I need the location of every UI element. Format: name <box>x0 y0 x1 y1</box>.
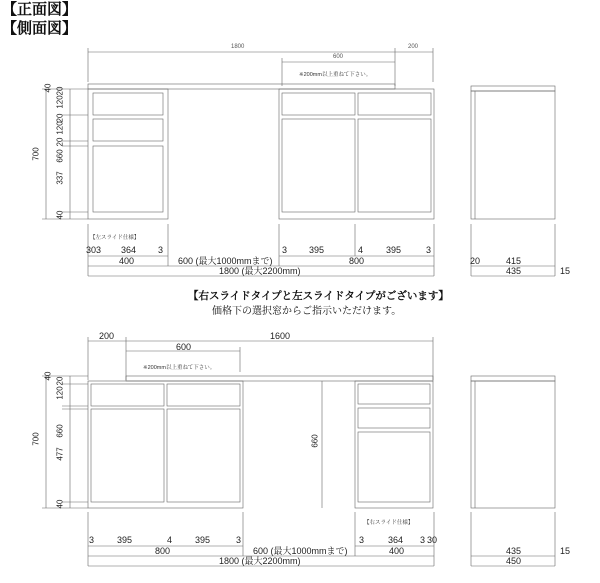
bottom-overlap-note: ※200mm以上重ねて下さい。 <box>143 365 216 371</box>
top-side-415: 415 <box>506 256 522 266</box>
bottom-h-40b: 40 <box>55 499 65 509</box>
top-total: 1800 (最大2200mm) <box>219 266 301 276</box>
top-dim-200: 200 <box>408 44 419 50</box>
top-countertop <box>88 84 395 89</box>
bottom-left-cabinet <box>88 381 243 508</box>
top-overall-height: 700 <box>31 147 41 161</box>
top-h-660: 660 <box>55 149 65 163</box>
top-w-3b: 3 <box>158 245 164 255</box>
top-right-door-1 <box>282 119 355 212</box>
top-w-3a: 3 <box>96 245 102 255</box>
selection-instruction: 価格下の選択窓からご指示いただけます。 <box>212 306 402 317</box>
bottom-w-3b: 3 <box>236 535 242 545</box>
bottom-row2-left: 800 <box>155 546 171 556</box>
top-w-30: 30 <box>86 245 97 255</box>
top-h-20a: 20 <box>55 86 65 96</box>
top-right-door-2 <box>358 119 431 212</box>
bottom-w-3d: 3 <box>420 535 426 545</box>
top-w-4: 4 <box>358 245 364 255</box>
bottom-w-30: 30 <box>427 535 438 545</box>
bottom-slide-tag: 【右スライド仕様】 <box>364 520 414 526</box>
bottom-w-3a: 3 <box>89 535 95 545</box>
front-view-heading: 【正面図】 <box>2 0 78 18</box>
top-right-drawer-2 <box>358 93 431 115</box>
bottom-dim-200: 200 <box>99 331 115 341</box>
top-row2-left: 400 <box>119 256 135 266</box>
bottom-total: 1800 (最大2200mm) <box>219 556 301 566</box>
top-side-top <box>471 86 555 91</box>
bottom-dim-1600: 1600 <box>270 331 291 341</box>
bottom-h-660: 660 <box>55 424 65 438</box>
top-h-40b: 40 <box>55 210 65 220</box>
top-row2-right: 800 <box>349 256 365 266</box>
bottom-left-drawer-1 <box>91 384 164 406</box>
top-w-3d: 3 <box>426 245 432 255</box>
top-left-door <box>93 146 163 212</box>
bottom-side-body <box>471 381 555 508</box>
bottom-side-450: 450 <box>506 556 522 566</box>
top-overlap-note: ※200mm以上重ねて下さい。 <box>299 72 372 78</box>
bottom-w-4: 4 <box>167 535 173 545</box>
bottom-row2-right: 400 <box>389 546 405 556</box>
top-w-395b: 395 <box>386 245 402 255</box>
top-h-120a: 120 <box>55 95 65 109</box>
bottom-w-395a: 395 <box>117 535 133 545</box>
bottom-overall-height: 700 <box>31 432 41 446</box>
bottom-countertop <box>126 376 433 381</box>
top-slide-tag: 【左スライド仕様】 <box>90 235 140 241</box>
bottom-left-door-1 <box>91 409 164 502</box>
top-w-364: 364 <box>121 245 137 255</box>
bottom-h-40a: 40 <box>43 371 53 381</box>
top-h-40a: 40 <box>43 83 53 93</box>
bottom-h-120: 120 <box>55 386 65 400</box>
bottom-row2-mid: 600 (最大1000mmまで) <box>253 546 348 556</box>
bottom-w-395b: 395 <box>195 535 211 545</box>
bottom-left-drawer-2 <box>167 384 240 406</box>
top-h-20b: 20 <box>55 113 65 123</box>
top-dim-1800: 1800 <box>231 44 245 50</box>
bottom-inner-height: 660 <box>310 434 320 448</box>
bottom-side-top <box>471 376 555 381</box>
bottom-right-cabinet <box>355 381 433 508</box>
top-left-cabinet <box>88 89 168 219</box>
bottom-right-door <box>358 432 430 502</box>
top-w-3c: 3 <box>282 245 288 255</box>
top-row2-mid: 600 (最大1000mmまで) <box>178 256 273 266</box>
bottom-h-477: 477 <box>55 447 65 461</box>
bottom-w-3c: 3 <box>359 535 365 545</box>
top-dim-600: 600 <box>333 54 344 60</box>
top-h-120b: 120 <box>55 121 65 135</box>
top-left-drawer-1 <box>93 93 163 115</box>
top-side-20: 20 <box>470 256 481 266</box>
bottom-left-door-2 <box>167 409 240 502</box>
top-left-drawer-2 <box>93 119 163 141</box>
bottom-side-15: 15 <box>560 546 571 556</box>
top-side-body <box>471 91 555 219</box>
top-side-15: 15 <box>560 266 571 276</box>
top-h-20c: 20 <box>55 137 65 147</box>
top-side-435: 435 <box>506 266 522 276</box>
bottom-dim-600: 600 <box>176 342 192 352</box>
top-h-337: 337 <box>55 171 65 185</box>
bottom-h-20: 20 <box>55 376 65 386</box>
top-w-395a: 395 <box>309 245 325 255</box>
bottom-right-drawer-1 <box>358 384 430 404</box>
bottom-side-435: 435 <box>506 546 522 556</box>
side-view-heading: 【側面図】 <box>2 19 78 37</box>
top-right-cabinet <box>279 89 434 219</box>
slide-type-notice: 【右スライドタイプと左スライドタイプがございます】 <box>188 290 449 302</box>
top-right-drawer-1 <box>282 93 355 115</box>
bottom-w-364: 364 <box>388 535 404 545</box>
bottom-right-drawer-2 <box>358 408 430 428</box>
